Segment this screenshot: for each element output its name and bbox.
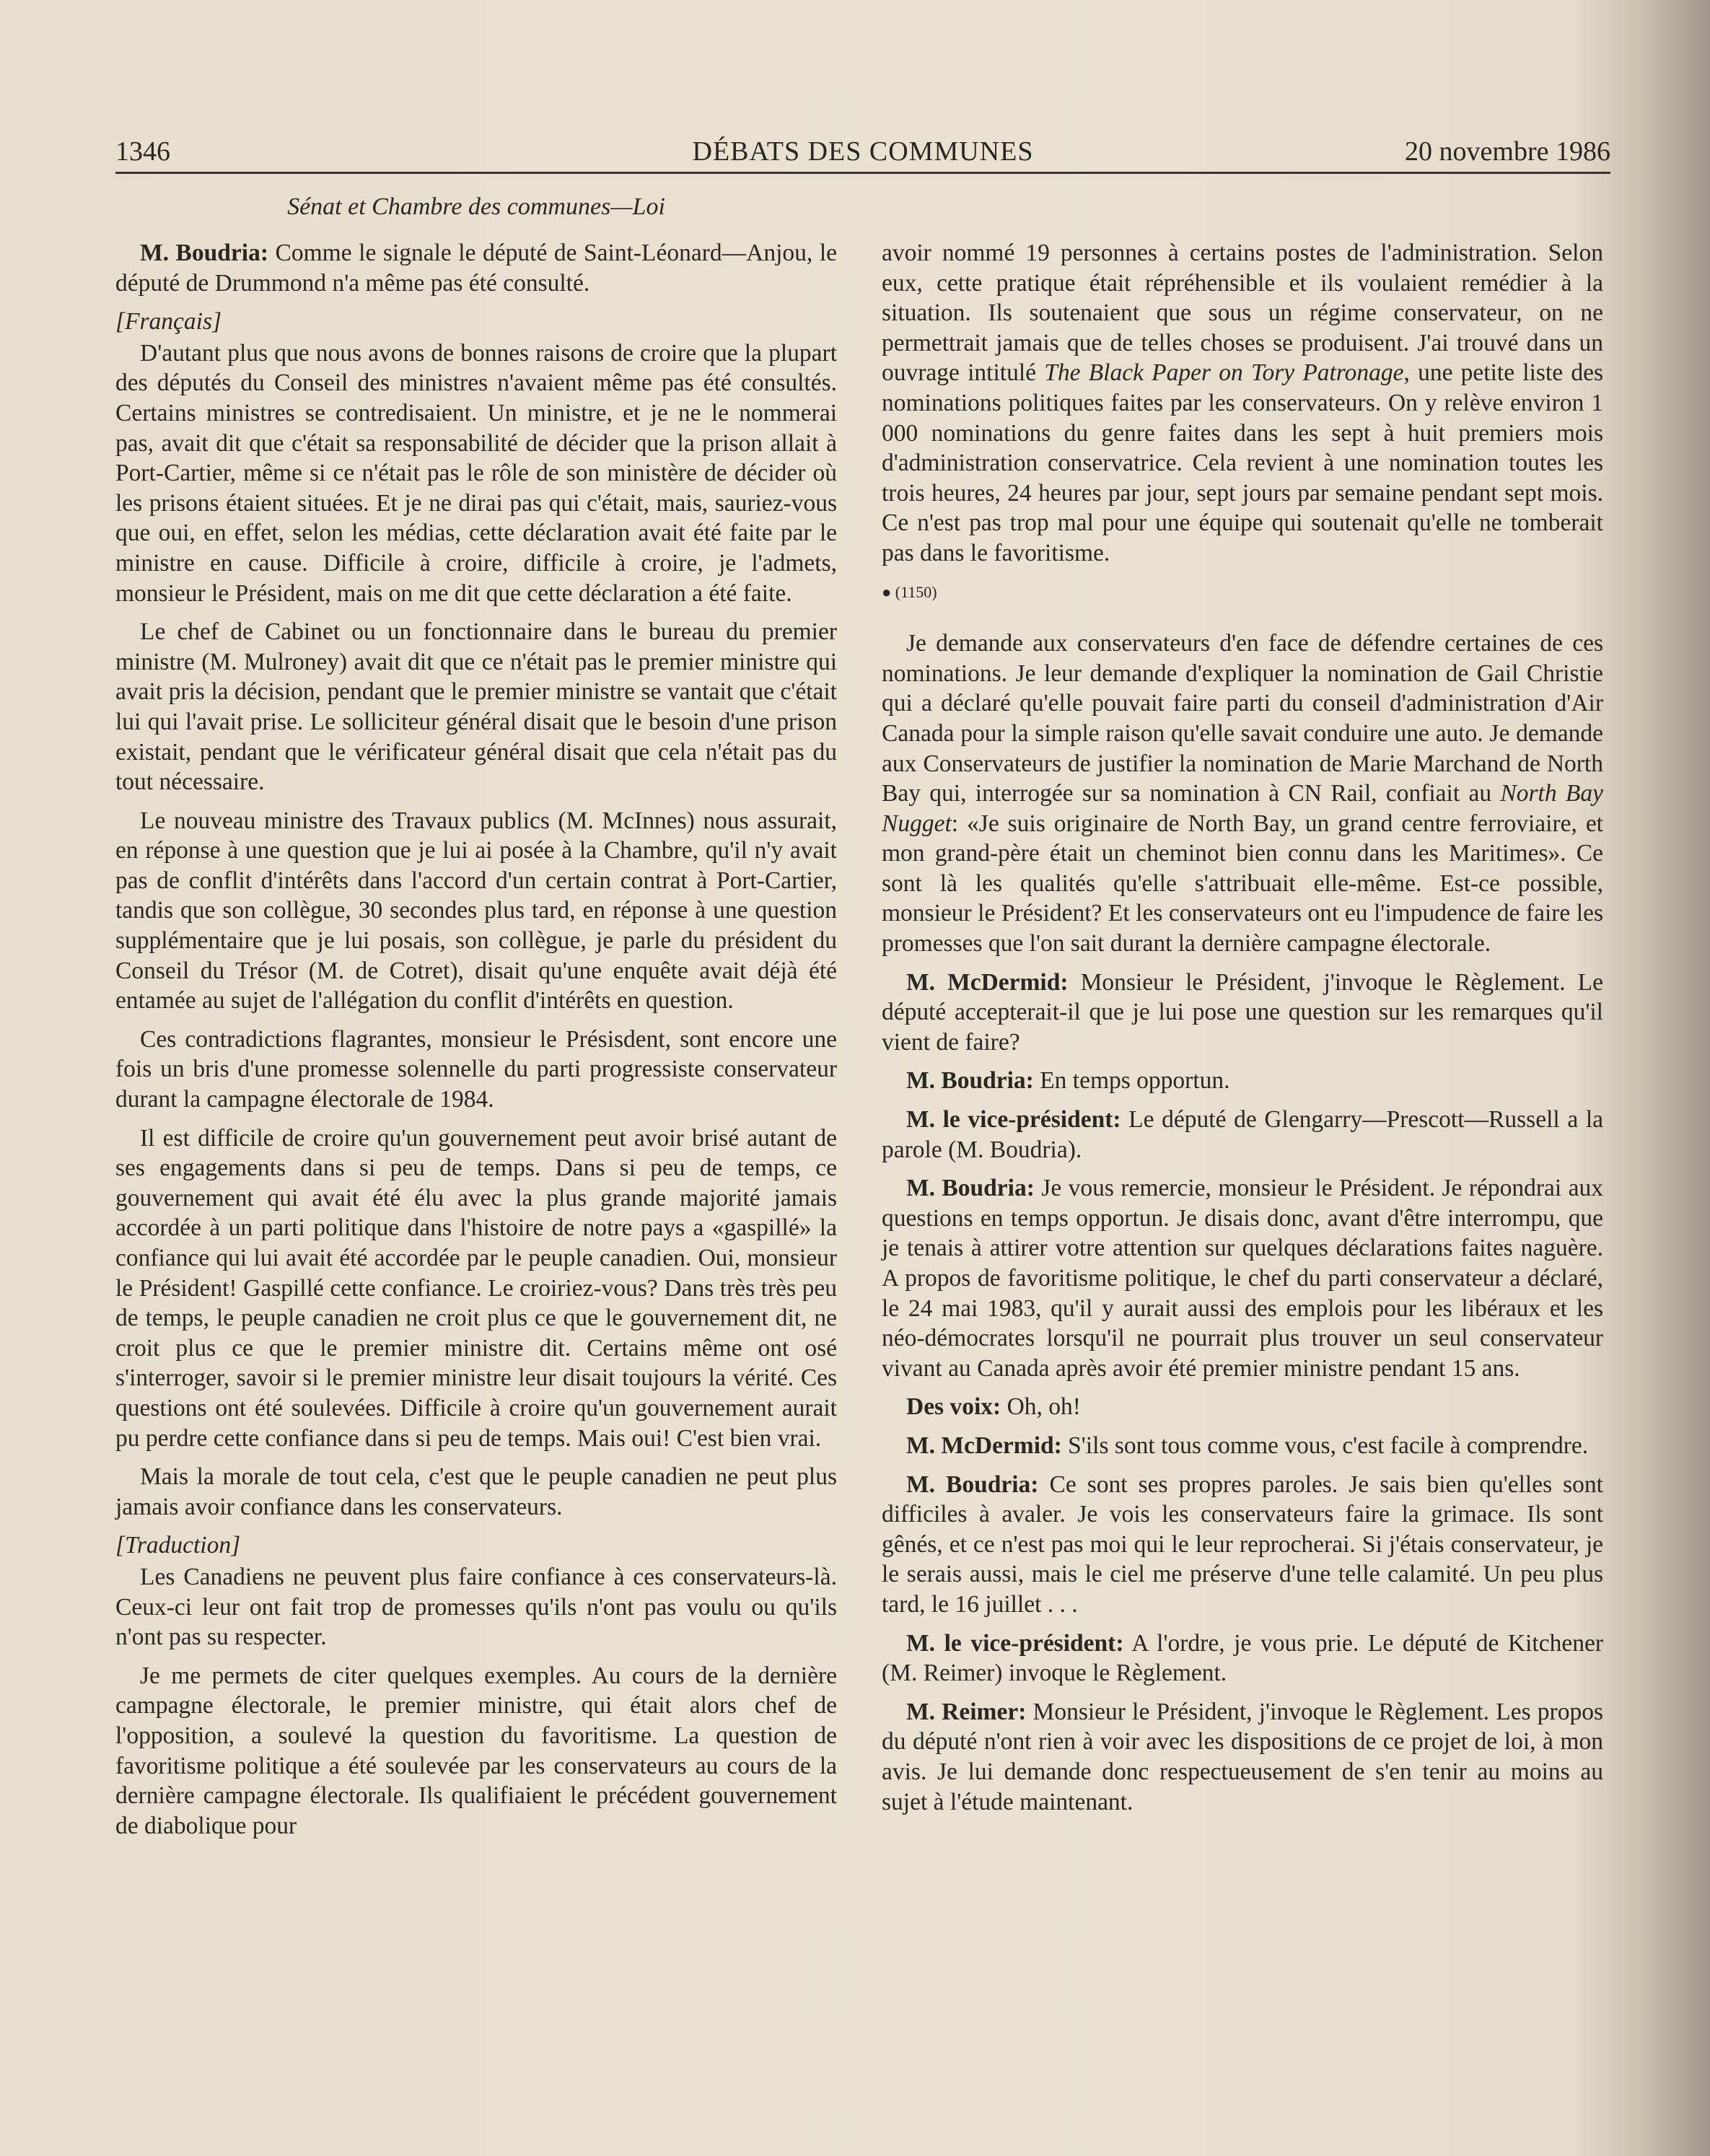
- speech-text: Le député de Glengarry—Prescott—Russell a la parole (M. Boudria).: [882, 1106, 1604, 1163]
- running-head: Sénat et Chambre des communes—Loi: [287, 193, 665, 220]
- paragraph: Mais la morale de tout cela, c'est que le peuple canadien ne peut plus jamais avoir confiance dans les conservateurs.: [115, 1463, 837, 1520]
- paragraph: Il est difficile de croire qu'un gouvernement peut avoir brisé autant de ses engagements dans si peu de temps. Dans si peu de temps, ce gouvernement qui avait été élu avec la plus grande majorité jamais accordée à un parti politique dans l'histoire de notre pays a «gaspillé» la confiance qui lui avait été accordée par le peuple canadien. Oui, monsieur le Président! Gaspillé cette confiance. Le croiriez-vous? Dans très très peu de temps, le peuple canadien ne croit plus ce que le gouvernement dit, ne croit plus ce que le premier ministre dit. Certains même ont osé s'interroger, savoir si le premier ministre leur disait toujours la vérité. Ces questions ont été soulevées. Difficile à croire qu'un gouvernement aurait pu perdre cette confiance dans si peu de temps. Mais oui! C'est bien vrai.: [115, 1124, 837, 1452]
- paragraph: Ces contradictions flagrantes, monsieur le Présisdent, sont encore une fois un bris d'une promesse solennelle du parti progressiste conservateur durant la campagne électorale de 1984.: [115, 1025, 837, 1113]
- publication-date: 20 novembre 1986: [1405, 136, 1610, 167]
- speaker-name: M. Boudria:: [906, 1067, 1034, 1095]
- paragraph: [882, 1697, 1603, 1817]
- newspaper-title: North Bay Nugget: [882, 780, 1603, 837]
- paragraph: Les Canadiens ne peuvent plus faire confiance à ces conservateurs-là. Ceux-ci leur ont fait trop de promesses qu'ils n'ont pas voulu ou qu'ils n'ont pas su respecter.: [115, 1563, 837, 1651]
- speaker-name: M. le vice-président:: [906, 1106, 1121, 1134]
- paragraph: Le chef de Cabinet ou un fonctionnaire dans le bureau du premier ministre (M. Mulroney) avait dit que ce n'était pas le premier ministre qui avait pris la décision, pendant que le premier ministre se vantait que c'était lui qui l'avait prise. Le solliciteur général disait que le besoin d'une prison existait, pendant que le vérificateur général disait que cela n'était pas du tout nécessaire.: [115, 618, 837, 796]
- paragraph: [882, 1173, 1603, 1383]
- speech-text: S'ils sont tous comme vous, c'est facile à comprendre.: [1061, 1432, 1589, 1459]
- speaker-name: M. le vice-président:: [906, 1629, 1124, 1657]
- speech-text: En temps opportun.: [1033, 1067, 1230, 1095]
- language-tag: [Traduction]: [115, 1532, 241, 1559]
- speaker-name: M. McDermid:: [906, 968, 1069, 996]
- speaker-name: Des voix:: [906, 1393, 1001, 1421]
- language-tag: [Français]: [115, 308, 222, 336]
- right-column: [882, 238, 1603, 1826]
- speaker-name: M. Boudria:: [906, 1471, 1039, 1498]
- speech-text: : «Je suis originaire de North Bay, un grand centre ferroviaire, et mon grand-père était un cheminot bien connu dans les Maritimes». Ce sont là les qualités qu'elle s'attribuait elle-même. Est-ce possible, monsieur le Président? Et les conservateurs ont eu l'impudence de faire les promesses que l'on sait durant la dernière campagne électorale.: [882, 810, 1603, 958]
- speech-text: Monsieur le Président, j'invoque le Règlement. Les propos du député n'ont rien à voir avec les dispositions de ce projet de loi, à mon avis. Je lui demande donc respectueusement de s'en tenir au moins au sujet à l'étude maintenant.: [882, 1698, 1603, 1815]
- publication-title: DÉBATS DES COMMUNES: [692, 136, 1034, 167]
- paragraph: [882, 1105, 1603, 1165]
- paragraph: [882, 238, 1603, 569]
- time-marker: ● (1150): [882, 582, 937, 601]
- left-column: [115, 238, 837, 1849]
- paragraph: [115, 238, 837, 298]
- paragraph: [882, 1066, 1603, 1096]
- speaker-name: M. McDermid:: [906, 1432, 1062, 1459]
- speech-text: Je vous remercie, monsieur le Président. Je répondrai aux questions en temps opportun. Je disais donc, avant d'être interrompu, que je tenais à attirer votre attention sur quelques déclarations faites naguère. A propos de favoritisme politique, le chef du parti conservateur a déclaré, le 24 mai 1983, qu'il y aurait aussi des emplois pour les libéraux et les néo-démocrates lorsqu'il ne pourrait plus trouver un seul conservateur vivant au Canada après avoir été premier ministre pendant 15 ans.: [882, 1175, 1603, 1382]
- paragraph: Le nouveau ministre des Travaux publics (M. McInnes) nous assurait, en réponse à une question que je lui ai posée à la Chambre, qu'il n'y avait pas de conflit d'intérêts dans l'accord d'un certain contrat à Port-Cartier, tandis que son collègue, 30 secondes plus tard, en réponse à une question supplémentaire que je lui posais, son collègue, je parle du président du Conseil du Trésor (M. de Cotret), disait qu'une enquête avait déjà été entamée au sujet de l'allégation du conflit d'intérêts en question.: [115, 807, 837, 1015]
- speech-text: Comme le signale le député de Saint-Léonard—Anjou, le député de Drummond n'a même pas été consulté.: [115, 240, 837, 297]
- speech-text: Ce sont ses propres paroles. Je sais bien qu'elles sont difficiles à avaler. Je vois les conservateurs faire la grimace. Ils sont gênés, et ce n'est pas moi qui le leur reprocherai. Si j'étais conservateur, je le serais aussi, mais le ciel me préserve d'une telle calamité. Un peu plus tard, le 16 juillet . . .: [882, 1471, 1603, 1618]
- speech-text: avoir nommé 19 personnes à certains postes de l'administration. Selon eux, cette pratique était répréhensible et ils voulaient remédier à la situation. Ils soutenaient que sous un régime conservateur, on ne permettrait jamais que de telles choses se produisent. J'ai trouvé dans un ouvrage intitulé: [882, 240, 1603, 387]
- speech-text: Monsieur le Président, j'invoque le Règlement. Le député accepterait-il que je lui pose une question sur les remarques qu'il vient de faire?: [882, 968, 1603, 1056]
- paragraph: [882, 1392, 1603, 1422]
- speech-text: , une petite liste des nominations politiques faites par les conservateurs. On y relève environ 1 000 nominations du genre faites dans les sept à huit premiers mois d'administration conservatrice. Cela revient à une nomination toutes les trois heures, 24 heures par jour, sept jours par semaine pendant sept mois. Ce n'est pas trop mal pour une équipe qui soutenait qu'elle ne tomberait pas dans le favoritisme.: [882, 359, 1603, 566]
- paragraph: [882, 1470, 1603, 1620]
- speech-text: A l'ordre, je vous prie. Le député de Kitchener (M. Reimer) invoque le Règlement.: [882, 1629, 1603, 1687]
- paragraph: [882, 1629, 1603, 1688]
- speech-text: Oh, oh!: [1001, 1393, 1081, 1421]
- paragraph: Je me permets de citer quelques exemples. Au cours de la dernière campagne électorale, le premier ministre, qui était alors chef de l'opposition, a soulevé la question du favoritisme. La question de favoritisme politique a été soulevée par les conservateurs au cours de la dernière campagne électorale. Ils qualifiaient le précédent gouvernement de diabolique pour: [115, 1662, 837, 1839]
- speech-text: Je demande aux conservateurs d'en face de défendre certaines de ces nominations. Je leur demande d'expliquer la nomination de Gail Christie qui a déclaré qu'elle pouvait faire parti du conseil d'administration d'Air Canada pour la simple raison qu'elle savait conduire une auto. Je demande aux Conservateurs de justifier la nomination de Marie Marchand de North Bay qui, interrogée sur sa nomination à CN Rail, confiait au: [882, 630, 1603, 807]
- paragraph: [882, 968, 1603, 1058]
- book-title: The Black Paper on Tory Patronage: [1044, 359, 1404, 387]
- paragraph: [882, 628, 1603, 959]
- page-header: [115, 136, 1610, 174]
- paragraph: [882, 1431, 1603, 1461]
- speaker-name: M. Boudria:: [140, 240, 268, 266]
- page-number: 1346: [115, 136, 170, 167]
- paragraph: D'autant plus que nous avons de bonnes raisons de croire que la plupart des députés du Conseil des ministres n'avaient même pas été consultés. Certains ministres se contredisaient. Un ministre, et je ne le nommerai pas, avait dit que c'était sa responsabilité de décider que la prison allait à Port-Cartier, même si ce n'était pas le rôle de son ministère de décider où les prisons étaient situées. Et je ne dirai pas qui c'était, mais, sauriez-vous que oui, en effet, selon les médias, cette déclaration avait été faite par le ministre en cause. Difficile à croire, difficile à croire, je l'admets, monsieur le Président, mais on me dit que cette déclaration a été faite.: [115, 339, 837, 607]
- speaker-name: M. Boudria:: [906, 1175, 1035, 1202]
- speaker-name: M. Reimer:: [906, 1698, 1027, 1725]
